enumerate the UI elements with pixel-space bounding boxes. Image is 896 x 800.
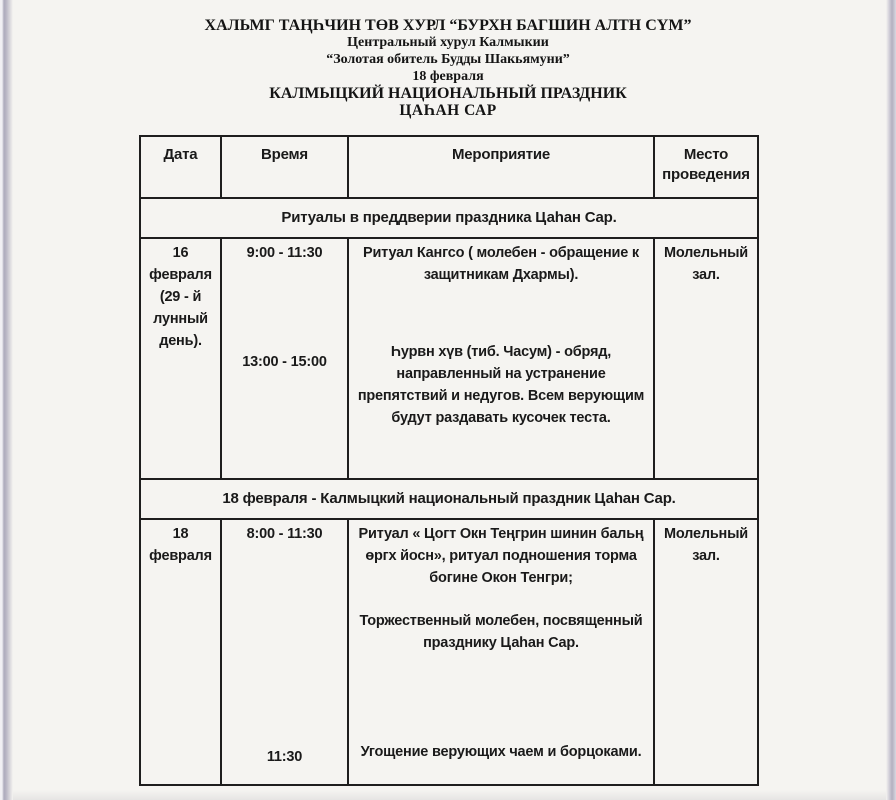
section-row-holiday xyxy=(140,479,758,519)
event-kangso-ritual: Ритуал Кангсо ( молебен - обращение к защитникам Дхармы). xyxy=(363,245,639,283)
event-cell-feb16 xyxy=(348,238,654,479)
page-edge-shadow-bottom xyxy=(0,790,896,800)
section-title-holiday: 18 февраля - Калмыцкий национальный праздник Цаһан Сар. xyxy=(140,479,758,519)
column-header-place: Место проведения xyxy=(654,136,758,198)
date-cell-feb16: 16 февраля (29 - й лунный день). xyxy=(140,238,221,479)
column-header-time: Время xyxy=(221,136,348,198)
event-okon-tengri-ritual: Ритуал « Цогт Окн Теңгрин шинин бальң өргх йосн», ритуал подношения торма богине Окон Тенгри; xyxy=(358,526,644,586)
page-edge-shadow-right xyxy=(886,0,896,800)
page-edge-shadow-left xyxy=(0,0,13,800)
event-festive-prayer: Торжественный молебен, посвященный празднику Цаһан Сар. xyxy=(359,613,643,651)
header-line-holiday-title: КАЛМЫЦКИЙ НАЦИОНАЛЬНЫЙ ПРАЗДНИК xyxy=(269,85,627,102)
table-row-feb16 xyxy=(140,238,758,479)
header-line-temple-name-kalmyk: ХАЛЬМГ ТАҢҺЧИН ТӨВ ХУРЛ “БУРХН БАГШИН АЛТН СҮМ” xyxy=(204,17,692,34)
column-header-event: Мероприятие xyxy=(348,136,654,198)
header-line-tsagan-sar: ЦАҺАН САР xyxy=(399,102,497,119)
column-header-date: Дата xyxy=(140,136,221,198)
event-cell-feb18 xyxy=(348,519,654,785)
document-header xyxy=(0,17,896,119)
place-cell-feb16: Молельный зал. xyxy=(654,238,758,479)
table-header-row xyxy=(140,136,758,198)
section-row-pre-holiday xyxy=(140,198,758,238)
event-tea-treats: Угощение верующих чаем и борцоками. xyxy=(360,744,642,760)
time-morning-feb16: 9:00 - 11:30 xyxy=(246,245,323,261)
time-afternoon-feb16: 13:00 - 15:00 xyxy=(242,354,327,370)
place-cell-feb18: Молельный зал. xyxy=(654,519,758,785)
header-line-golden-abode: “Золотая обитель Будды Шакьямуни” xyxy=(326,52,570,67)
header-line-date: 18 февраля xyxy=(412,69,484,84)
header-line-central-khurul: Центральный хурул Калмыкии xyxy=(347,35,549,50)
event-churvn-khuv: Һурвн хүв (тиб. Часум) - обряд, направленный на устранение препятствий и недугов. Всем верующим будут раздавать кусочек теста. xyxy=(357,344,645,426)
table-row-feb18 xyxy=(140,519,758,785)
schedule-table xyxy=(139,135,759,786)
time-treats-feb18: 11:30 xyxy=(266,749,303,765)
time-cell-feb16 xyxy=(221,238,348,479)
time-morning-feb18: 8:00 - 11:30 xyxy=(246,526,323,542)
time-cell-feb18 xyxy=(221,519,348,785)
date-cell-feb18: 18 февраля xyxy=(140,519,221,785)
section-title-pre-holiday: Ритуалы в преддверии праздника Цаһан Сар. xyxy=(140,198,758,238)
